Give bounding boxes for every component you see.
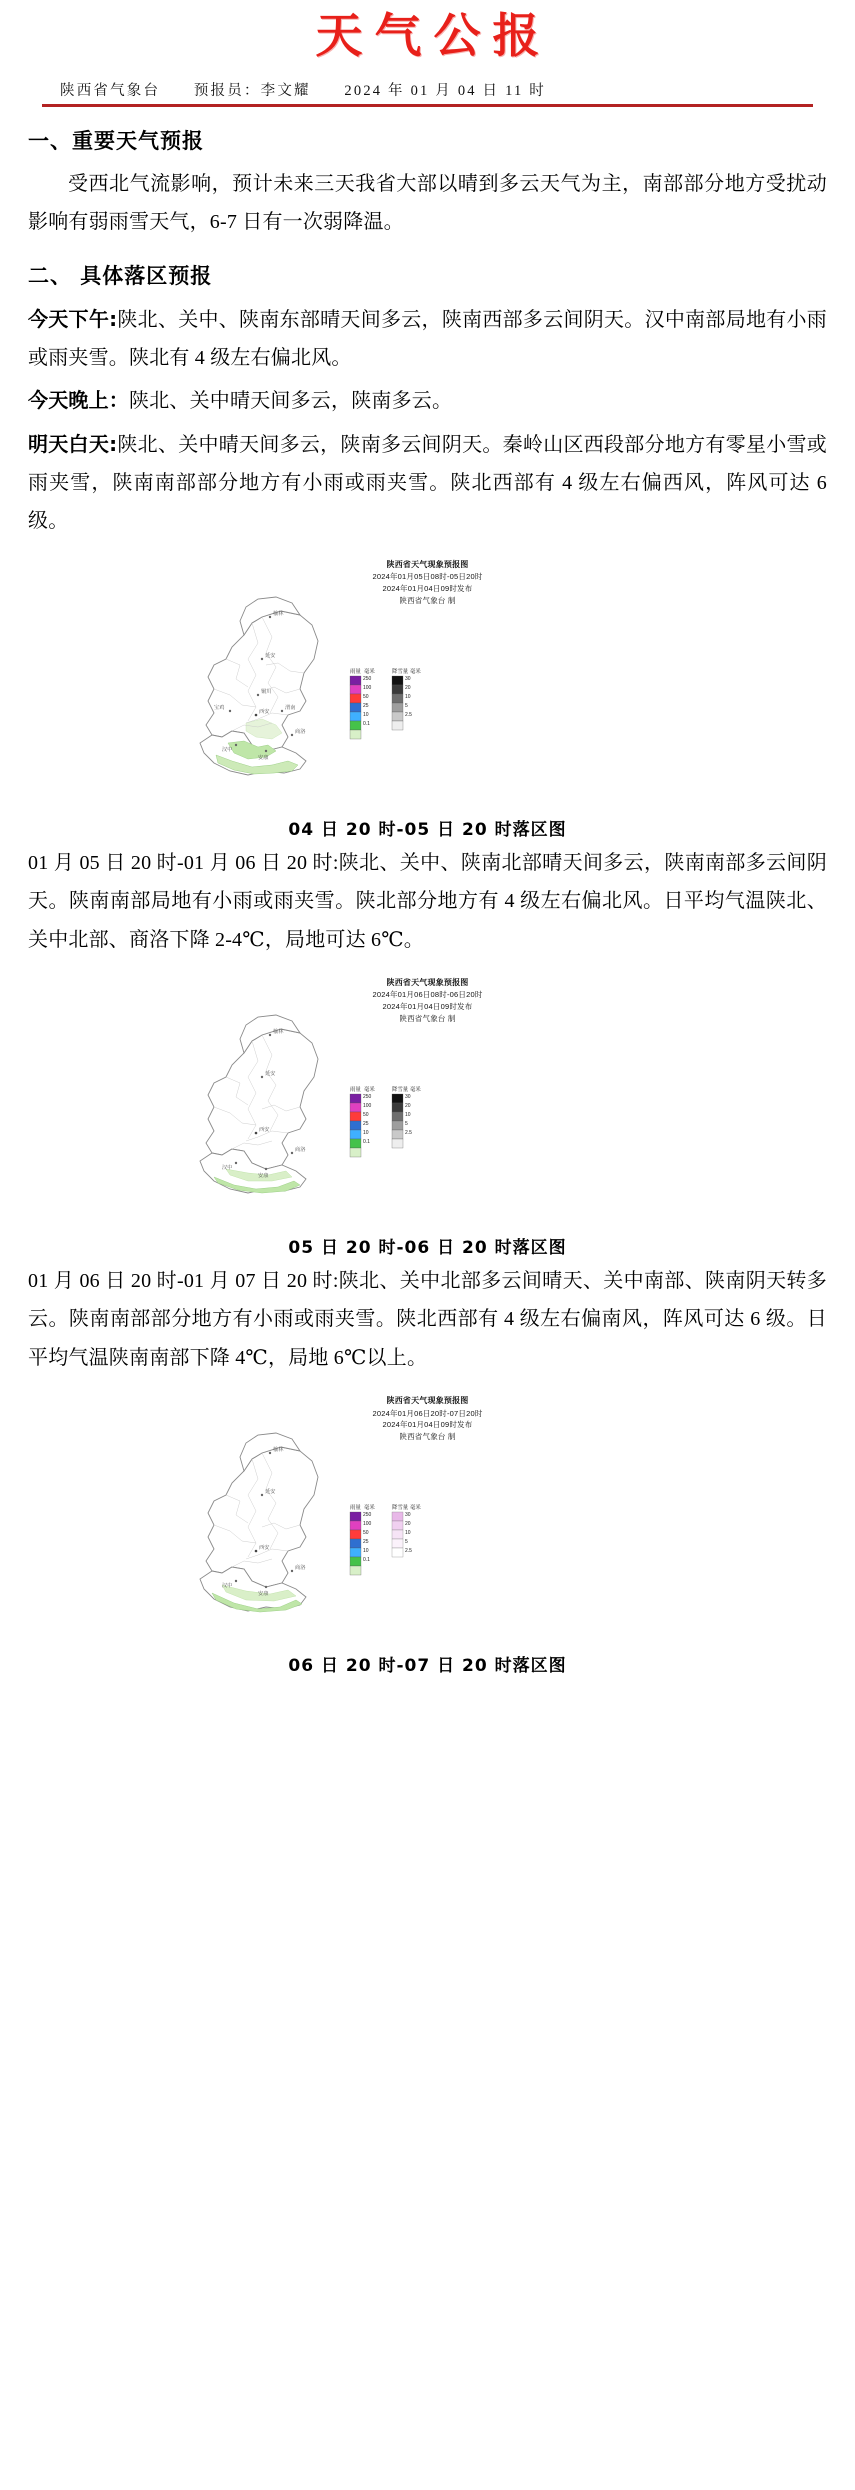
- map-title: 陕西省天气现象预报图: [386, 559, 469, 569]
- map-block-3: [0, 1391, 855, 1676]
- map-issue-time: 2024年01月04日09时发布: [382, 583, 473, 593]
- city-label: 铜川: [261, 688, 272, 695]
- city-dot: [257, 694, 259, 696]
- city-label: 商洛: [295, 728, 306, 735]
- legend-tick: 10: [405, 1112, 411, 1119]
- map-graphic-1: [0, 555, 855, 813]
- city-label: 安康: [258, 1591, 269, 1598]
- city-dot: [291, 734, 293, 736]
- city-label: 汉中: [222, 1165, 233, 1172]
- between-maps-text-1: [0, 844, 855, 959]
- header-divider: [42, 104, 813, 107]
- city-label: 榆林: [273, 610, 284, 617]
- issue-time: 2024 年 01 月 04 日 11 时: [344, 82, 546, 99]
- legend-snowfall-2: [392, 1085, 421, 1148]
- forecast-map-3: [0, 1391, 855, 1649]
- forecast-item-tomorrow-daytime: [28, 425, 827, 541]
- legend-tick: 100: [363, 1521, 372, 1528]
- legend-snowfall-3: [392, 1503, 421, 1557]
- legend-tick: 0.1: [363, 1557, 370, 1564]
- legend-tick: 10: [405, 1530, 411, 1537]
- city-label: 延安: [265, 1489, 276, 1496]
- city-dot: [281, 710, 283, 712]
- forecast-item-today-afternoon: [28, 300, 827, 378]
- legend-tick: 250: [363, 1094, 372, 1101]
- city-dot: [261, 1076, 263, 1078]
- city-label: 西安: [259, 1127, 270, 1134]
- legend-tick: 20: [405, 1103, 411, 1110]
- map-valid-period: 2024年01月05日08时-05日20时: [372, 572, 483, 582]
- city-label: 延安: [265, 1071, 276, 1078]
- legend-tick: 250: [363, 675, 372, 682]
- map-caption-2: 05 日 20 时-06 日 20 时落区图: [288, 1238, 567, 1259]
- map-producer: 陕西省气象台 制: [399, 1431, 456, 1441]
- section-1-paragraph: 受西北气流影响，预计未来三天我省大部以晴到多云天气为主，南部部分地方受扰动影响有弱雨雪天气，6-7 日有一次弱降温。: [28, 172, 827, 234]
- forecast-text: 陕北、关中、陕南东部晴天间多云，陕南西部多云间阴天。汉中南部局地有小雨或雨夹雪。陕北有 4 级左右偏北风。: [28, 308, 828, 369]
- city-label: 商洛: [295, 1565, 306, 1572]
- city-label: 榆林: [273, 1029, 284, 1036]
- city-label: 西安: [259, 1545, 270, 1552]
- map-producer: 陕西省气象台 制: [399, 1013, 456, 1023]
- legend-tick: 100: [363, 1103, 372, 1110]
- legend-tick: 100: [363, 684, 372, 691]
- legend-tick: 5: [405, 702, 408, 709]
- legend-unit: 毫米: [364, 1087, 375, 1094]
- legend-snowfall-1: [392, 667, 421, 730]
- map-caption-1: 04 日 20 时-05 日 20 时落区图: [288, 819, 567, 840]
- legend-unit: 毫米: [410, 1087, 421, 1094]
- legend-tick: 10: [363, 711, 369, 718]
- legend-title: 雨量: [350, 1505, 361, 1512]
- city-dot: [269, 1452, 271, 1454]
- forecast-lead: 今天下午:: [28, 306, 118, 331]
- legend-rainfall-2: [350, 1085, 375, 1157]
- legend-rainfall-3: [350, 1503, 375, 1575]
- city-dot: [235, 744, 237, 746]
- city-label: 渭南: [285, 704, 296, 711]
- issuing-office: 陕西省气象台: [60, 82, 161, 99]
- forecast-lead: 今天晚上：: [28, 388, 129, 413]
- city-label: 西安: [259, 708, 270, 715]
- map-producer: 陕西省气象台 制: [399, 595, 456, 605]
- city-dot: [265, 750, 267, 752]
- legend-tick: 5: [405, 1121, 408, 1128]
- map-graphic-2: [0, 973, 855, 1231]
- city-dot: [269, 616, 271, 618]
- map-issue-time: 2024年01月04日09时发布: [382, 1420, 473, 1430]
- city-dot: [291, 1152, 293, 1154]
- city-dot: [261, 658, 263, 660]
- legend-unit: 毫米: [410, 1505, 421, 1512]
- map-valid-period: 2024年01月06日08时-06日20时: [372, 990, 483, 1000]
- byline: [42, 79, 813, 104]
- province-outline: [200, 1433, 318, 1611]
- map-title: 陕西省天气现象预报图: [386, 978, 469, 988]
- section-heading-1: 一、重要天气预报: [28, 128, 204, 153]
- city-dot: [265, 1168, 267, 1170]
- forecast-map-1: [0, 555, 855, 813]
- legend-tick: 25: [363, 1121, 369, 1128]
- map-valid-period: 2024年01月06日20时-07日20时: [372, 1408, 483, 1418]
- city-dot: [261, 1494, 263, 1496]
- map-title: 陕西省天气现象预报图: [386, 1396, 469, 1406]
- city-dot: [229, 710, 231, 712]
- legend-title: 雨量: [350, 1087, 361, 1094]
- forecast-text: 陕北、关中晴天间多云，陕南多云间阴天。秦岭山区西段部分地方有零星小雪或雨夹雪，陕南南部部分地方有小雨或雨夹雪。陕北西部有 4 级左右偏西风，阵风可达 6 级。: [28, 433, 828, 533]
- legend-tick: 10: [405, 693, 411, 700]
- legend-title: 降雪量: [392, 1087, 409, 1094]
- forecast-item-tonight: [28, 381, 827, 420]
- forecaster: 预报员：李文耀: [193, 82, 311, 99]
- city-dot: [235, 1580, 237, 1582]
- city-label: 汉中: [222, 746, 233, 753]
- legend-rainfall-1: [350, 667, 375, 739]
- legend-tick: 2.5: [405, 1548, 412, 1555]
- city-label: 宝鸡: [214, 704, 225, 711]
- legend-title: 降雪量: [392, 668, 409, 675]
- city-dot: [265, 1586, 267, 1588]
- city-label: 安康: [258, 754, 269, 761]
- legend-title: 降雪量: [392, 1505, 409, 1512]
- legend-unit: 毫米: [410, 668, 421, 675]
- legend-tick: 10: [363, 1130, 369, 1137]
- city-label: 延安: [265, 652, 276, 659]
- map-block-2: [0, 973, 855, 1258]
- legend-tick: 5: [405, 1539, 408, 1546]
- city-label: 榆林: [273, 1447, 284, 1454]
- forecast-period-paragraph: 01 月 05 日 20 时-01 月 06 日 20 时:陕北、关中、陕南北部晴天间多云，陕南南部多云间阴天。陕南南部局地有小雨或雨夹雪。陕北部分地方有 4 级左右偏北风。日平均气温陕北、关中北部、商洛下降 2-4℃，局地可达 6℃。: [28, 851, 827, 951]
- city-dot: [291, 1570, 293, 1572]
- legend-tick: 30: [405, 1094, 411, 1101]
- legend-tick: 0.1: [363, 720, 370, 727]
- legend-tick: 20: [405, 684, 411, 691]
- legend-unit: 毫米: [364, 668, 375, 675]
- forecast-lead: 明天白天:: [28, 431, 118, 456]
- byline-block: [0, 67, 855, 107]
- map-caption-3: 06 日 20 时-07 日 20 时落区图: [288, 1656, 567, 1677]
- province-outline: [200, 1015, 318, 1193]
- legend-tick: 0.1: [363, 1139, 370, 1146]
- legend-tick: 2.5: [405, 711, 412, 718]
- legend-tick: 25: [363, 1539, 369, 1546]
- forecast-period-paragraph: 01 月 06 日 20 时-01 月 07 日 20 时:陕北、关中北部多云间晴天、关中南部、陕南阴天转多云。陕南南部部分地方有小雨或雨夹雪。陕北西部有 4 级左右偏南风，阵风可达 6 级。日平均气温陕南南部下降 4℃，局地 6℃以上。: [28, 1270, 827, 1369]
- city-dot: [255, 1550, 258, 1553]
- legend-tick: 50: [363, 693, 369, 700]
- legend-unit: 毫米: [364, 1505, 375, 1512]
- legend-tick: 50: [363, 1530, 369, 1537]
- legend-tick: 10: [363, 1548, 369, 1555]
- forecast-text: 陕北、关中晴天间多云，陕南多云。: [129, 390, 453, 413]
- city-label: 商洛: [295, 1147, 306, 1154]
- document-body: [0, 125, 855, 541]
- map-graphic-3: [0, 1391, 855, 1649]
- legend-tick: 250: [363, 1512, 372, 1519]
- city-dot: [269, 1034, 271, 1036]
- map-block-1: [0, 555, 855, 840]
- city-dot: [255, 714, 258, 717]
- map-issue-time: 2024年01月04日09时发布: [382, 1002, 473, 1012]
- legend-tick: 50: [363, 1112, 369, 1119]
- legend-tick: 2.5: [405, 1130, 412, 1137]
- legend-tick: 20: [405, 1521, 411, 1528]
- page-title: 天气公报: [315, 9, 552, 64]
- legend-tick: 30: [405, 675, 411, 682]
- legend-title: 雨量: [350, 668, 361, 675]
- forecast-map-2: [0, 973, 855, 1231]
- city-dot: [255, 1132, 258, 1135]
- city-label: 安康: [258, 1173, 269, 1180]
- city-label: 汉中: [222, 1583, 233, 1590]
- city-dot: [235, 1162, 237, 1164]
- legend-tick: 30: [405, 1512, 411, 1519]
- between-maps-text-2: [0, 1262, 855, 1377]
- masthead: [0, 0, 855, 67]
- legend-tick: 25: [363, 702, 369, 709]
- section-heading-2: 二、 具体落区预报: [28, 263, 213, 288]
